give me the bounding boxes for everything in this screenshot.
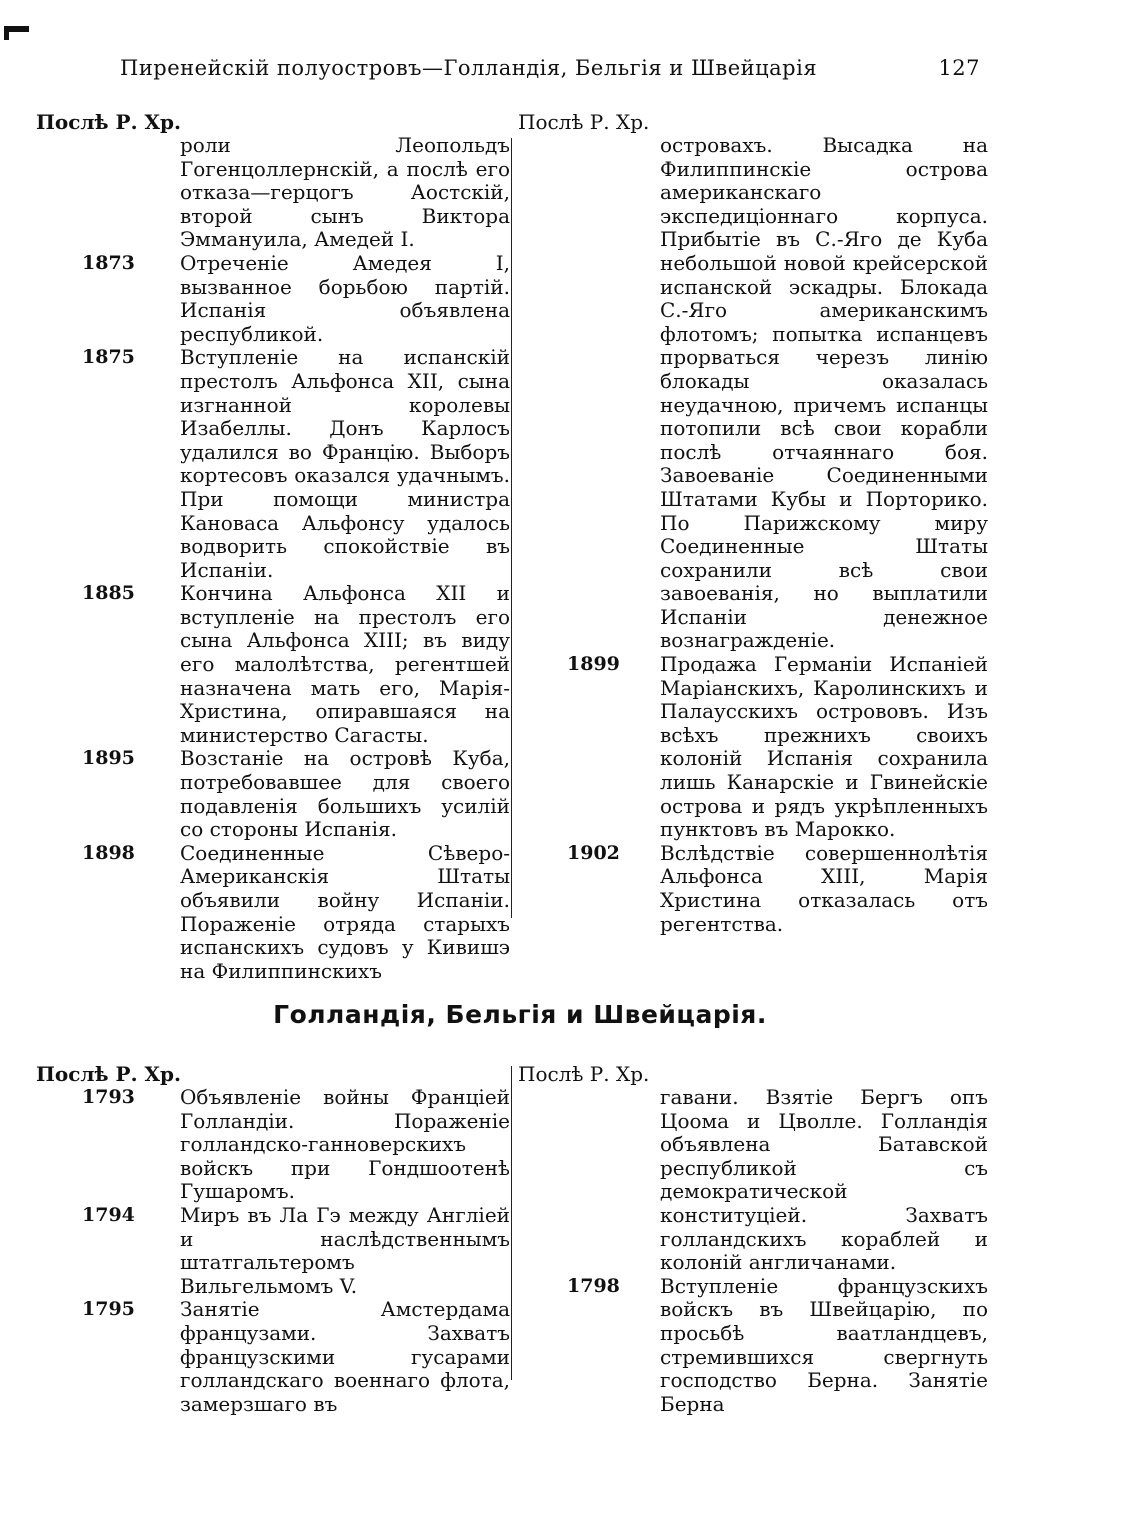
column-heading: Послѣ Р. Хр. <box>36 1062 181 1086</box>
entry-text: Занятіе Амстердама французами. Захватъ французскими гусарами голландскаго военнаго флота, замерзшаго въ <box>180 1297 510 1416</box>
chronology-entry <box>36 747 510 841</box>
chronology-entry <box>36 1298 510 1416</box>
entry-text: Отреченіе Амедея I, вызванное борьбою партій. Испанія объявлена республикой. <box>180 250 510 346</box>
entry-year: 1798 <box>567 1274 620 1297</box>
entry-text: Возстаніе на островѣ Куба, потребовавшее для своего подавленія большихъ усилій со стороны Испанія. <box>180 746 510 842</box>
chronology-entry <box>518 653 988 842</box>
entry-year: 1895 <box>82 747 135 770</box>
chronology-entry <box>36 842 510 984</box>
chronology-entry <box>36 582 510 747</box>
entry-year: 1795 <box>82 1298 135 1321</box>
running-title: Пиренейскій полуостровъ—Голландія, Бельгія и Швейцарія <box>120 56 818 80</box>
entry-text: Вслѣдствіе совершеннолѣтія Альфонса XIII, Марія Христина отказалась отъ регентства. <box>660 840 988 936</box>
entry-text: Вступленіе французскихъ войскъ въ Швейцарію, по просьбѣ ваатландцевъ, стремившихся свергнуть господство Берна. Занятіе Берна <box>660 1273 988 1416</box>
entry-text: Вступленіе на испанскій престолъ Альфонса XII, сына изгнанной королевы Изабеллы. Донъ Карлосъ удалился во Францію. Выборъ кортесовъ оказался удачнымъ. При помощи министра Кановаса Альфонсу удалось водворить спокойствіе въ Испаніи. <box>180 345 510 582</box>
chronology-entry <box>518 1275 988 1417</box>
chronology-entry <box>518 842 988 936</box>
entry-text: Соединенные Сѣверо-Американскія Штаты объявили войну Испаніи. Пораженіе отряда старыхъ испанскихъ судовъ у Кивишэ на Филиппинскихъ <box>180 840 510 983</box>
print-corner-mark <box>4 26 29 40</box>
entry-text: Кончина Альфонса XII и вступленіе на престолъ его сына Альфонса XIII; въ виду его малолѣтства, регентшей назначена мать его, Марія-Христина, опиравшаяся на министерство Сагасты. <box>180 581 510 747</box>
column-heading: Послѣ Р. Хр. <box>518 110 650 134</box>
column-heading: Послѣ Р. Хр. <box>36 110 181 134</box>
entry-text: гавани. Взятіе Бергъ опъ Цоома и Цволле. Голландія объявлена Батавской республикой съ демократической конституціей. Захватъ голландскихъ кораблей и колоній англичанами. <box>660 1085 988 1275</box>
entry-year: 1898 <box>82 841 135 864</box>
entry-year: 1902 <box>567 841 620 864</box>
chronology-entry <box>518 1086 988 1275</box>
entry-year: 1873 <box>82 251 135 274</box>
chronology-entry <box>36 1204 510 1298</box>
left-column <box>36 110 510 983</box>
entry-year: 1794 <box>82 1203 135 1226</box>
entry-year: 1875 <box>82 346 135 369</box>
chronology-entry <box>36 1086 510 1204</box>
entry-text: Объявленіе войны Франціей Голландіи. Пораженіе голландско-ганноверскихъ войскъ при Гондшоотенѣ Гушаромъ. <box>180 1085 510 1204</box>
entry-text: Продажа Германіи Испаніей Маріанскихъ, Каролинскихъ и Палаусскихъ острововъ. Изъ всѣхъ прежнихъ своихъ колоній Испанія сохранила лишь Канарскіе и Гвинейскіе острова и рядъ укрѣпленныхъ пунктовъ въ Марокко. <box>660 652 988 842</box>
column-divider <box>511 138 512 918</box>
running-head <box>120 56 980 90</box>
right-column <box>518 1062 988 1416</box>
column-heading: Послѣ Р. Хр. <box>518 1062 650 1086</box>
left-column <box>36 1062 510 1416</box>
chronology-entry <box>518 134 988 653</box>
entry-year: 1885 <box>82 582 135 605</box>
chronology-entry <box>36 134 510 252</box>
entry-year: 1793 <box>82 1086 135 1108</box>
chronology-entry <box>36 346 510 582</box>
section-title: Голландія, Бельгія и Швейцарія. <box>273 1000 767 1029</box>
entry-year: 1899 <box>567 653 620 676</box>
entry-text: роли Леопольдъ Гогенцоллернскій, а послѣ его отказа—герцогъ Аостскій, второй сынъ Виктора Эммануила, Амедей I. <box>180 133 510 252</box>
right-column <box>518 110 988 936</box>
column-divider <box>511 1066 512 1380</box>
entry-text: островахъ. Высадка на Филиппинскіе острова американскаго экспедиціоннаго корпуса. Прибытіе въ С.-Яго де Куба небольшой новой крейсерской испанской эскадры. Блокада С.-Яго американскимъ флотомъ; попытка испанцевъ прорваться черезъ линію блокады оказалась неудачною, причемъ испанцы потопили всѣ свои корабли послѣ отчаяннаго боя. Завоеваніе Соединенными Штатами Кубы и Порторико. По Парижскому миру Соединенные Штаты сохранили всѣ свои завоеванія, но выплатили Испаніи денежное вознагражденіе. <box>660 133 988 653</box>
page-number: 127 <box>938 56 980 80</box>
entry-text: Миръ въ Ла Гэ между Англіей и наслѣдственнымъ штатгальтеромъ Вильгельмомъ V. <box>180 1202 510 1298</box>
chronology-entry <box>36 252 510 346</box>
